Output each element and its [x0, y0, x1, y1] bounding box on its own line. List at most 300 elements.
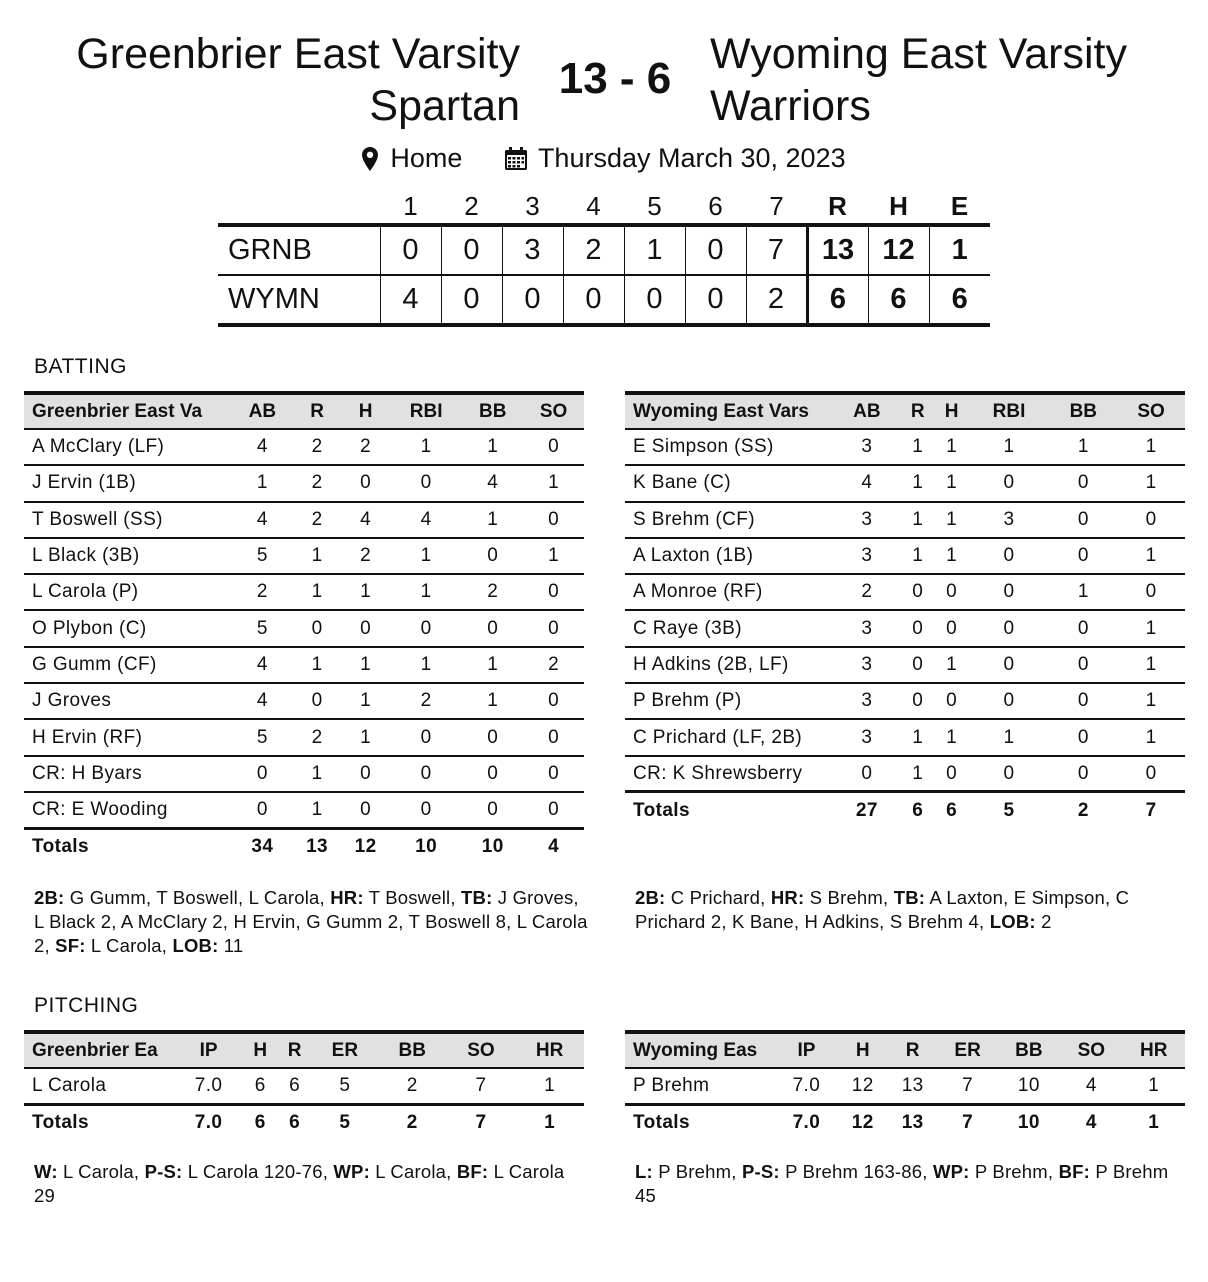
- stat-cell: 6: [243, 1068, 277, 1104]
- stat-cell: 1: [293, 756, 342, 792]
- totals-cell: 7.0: [194, 1112, 223, 1134]
- inning-score: 0: [380, 225, 441, 275]
- stat-cell: 1: [1117, 719, 1185, 755]
- stat-cell: 0: [523, 756, 584, 792]
- player-name: CR: H Byars: [24, 756, 232, 792]
- stat-column-header: BB: [378, 1032, 447, 1068]
- line-score-table: [218, 190, 990, 327]
- note-label: P-S:: [144, 1161, 183, 1182]
- stat-column-header: AB: [833, 393, 901, 429]
- calendar-icon: [504, 147, 528, 171]
- player-row: [24, 502, 584, 538]
- away-pitching-notes: [635, 1160, 1190, 1208]
- stat-cell: 0: [1049, 719, 1117, 755]
- player-name: G Gumm (CF): [24, 647, 232, 683]
- note-text: P Brehm 163-86,: [779, 1161, 933, 1182]
- stat-cell: 0: [462, 756, 523, 792]
- stat-cell: 0: [935, 610, 969, 646]
- note-text: L Carola,: [369, 1161, 457, 1182]
- stat-cell: 1: [1117, 429, 1185, 465]
- team-column-header: Greenbrier Ea: [24, 1032, 174, 1068]
- stat-cell: 0: [523, 719, 584, 755]
- stat-cell: 1: [1117, 683, 1185, 719]
- stat-cell: 1: [515, 1068, 584, 1104]
- final-score: 13 - 6: [558, 54, 672, 103]
- inning-score: 2: [746, 275, 807, 325]
- stat-cell: 0: [232, 756, 293, 792]
- inning-score: 0: [441, 225, 502, 275]
- stat-cell: 0: [293, 610, 342, 646]
- stat-cell: 2: [378, 1068, 447, 1104]
- stat-cell: 1: [462, 429, 523, 465]
- stat-cell: 1: [1049, 429, 1117, 465]
- stat-cell: 0: [969, 756, 1050, 792]
- player-row: [625, 610, 1185, 646]
- note-label: W:: [34, 1161, 58, 1182]
- line-score-row: [218, 275, 990, 325]
- stat-cell: 3: [833, 719, 901, 755]
- stat-column-header: H: [341, 393, 390, 429]
- note-label: TB:: [893, 887, 926, 908]
- stat-cell: 1: [1049, 574, 1117, 610]
- stat-cell: 2: [293, 502, 342, 538]
- player-name: A Laxton (1B): [625, 538, 833, 574]
- stat-cell: 3: [833, 538, 901, 574]
- stat-cell: 1: [1117, 465, 1185, 501]
- stat-cell: 1: [293, 792, 342, 828]
- stat-cell: 5: [232, 719, 293, 755]
- team-column-header: Greenbrier East Va: [24, 393, 232, 429]
- totals-row: [625, 792, 1185, 828]
- stat-cell: 0: [523, 610, 584, 646]
- note-label: HR:: [330, 887, 364, 908]
- player-row: [625, 574, 1185, 610]
- player-row: [24, 465, 584, 501]
- stat-column-header: AB: [232, 393, 293, 429]
- stat-cell: 1: [390, 647, 462, 683]
- note-label: 2B:: [34, 887, 65, 908]
- stat-cell: 4: [232, 647, 293, 683]
- stat-cell: 0: [969, 574, 1050, 610]
- stat-cell: 0: [462, 719, 523, 755]
- stat-cell: 0: [390, 756, 462, 792]
- hits-total: 6: [868, 275, 929, 325]
- stat-cell: 0: [341, 756, 390, 792]
- stat-column-header: HR: [515, 1032, 584, 1068]
- pitching-section-title: PITCHING: [34, 994, 139, 1017]
- player-row: [625, 719, 1185, 755]
- home-team-name: Greenbrier East Varsity Spartan: [76, 30, 520, 130]
- stat-cell: 1: [969, 429, 1050, 465]
- stat-cell: 1: [1123, 1068, 1185, 1104]
- stat-cell: 3: [833, 683, 901, 719]
- totals-cell: 27: [855, 799, 878, 821]
- line-score-header-cell: 1: [380, 190, 441, 225]
- stat-cell: 0: [341, 792, 390, 828]
- totals-cell: 1: [1148, 1112, 1160, 1134]
- team-column-header: Wyoming East Vars: [625, 393, 833, 429]
- player-row: [625, 756, 1185, 792]
- stat-cell: 1: [462, 647, 523, 683]
- player-name: CR: K Shrewsberry: [625, 756, 833, 792]
- stat-cell: 1: [935, 647, 969, 683]
- stat-cell: 0: [390, 719, 462, 755]
- note-label: LOB:: [989, 911, 1036, 932]
- location: [362, 143, 462, 174]
- stat-cell: 4: [232, 502, 293, 538]
- stat-cell: 12: [838, 1068, 888, 1104]
- location-label: Home: [390, 143, 463, 174]
- player-row: [24, 647, 584, 683]
- note-label: BF:: [456, 1161, 489, 1182]
- totals-cell: 7: [475, 1112, 487, 1134]
- date: [470, 143, 846, 174]
- totals-cell: 13: [901, 1112, 924, 1134]
- note-text: L Carola 29: [34, 1161, 565, 1206]
- stat-cell: 1: [390, 538, 462, 574]
- stat-cell: 1: [935, 719, 969, 755]
- player-row: [24, 610, 584, 646]
- note-text: 2: [1035, 911, 1052, 932]
- note-label: LOB:: [172, 935, 219, 956]
- line-score-header-cell: E: [929, 190, 990, 225]
- player-row: [625, 538, 1185, 574]
- totals-cell: 6: [946, 799, 958, 821]
- pitching-header-row: [625, 1032, 1185, 1068]
- stat-cell: 1: [901, 502, 935, 538]
- player-name: T Boswell (SS): [24, 502, 232, 538]
- stat-cell: 2: [390, 683, 462, 719]
- line-score-row: [218, 225, 990, 275]
- stat-cell: 0: [462, 792, 523, 828]
- stat-cell: 7.0: [174, 1068, 243, 1104]
- player-row: [24, 538, 584, 574]
- note-text: L Carola,: [57, 1161, 145, 1182]
- note-text: J Groves, L Black 2, A McClary 2, H Ervin, G Gumm 2, T Boswell 8, L Carola 2,: [34, 887, 588, 956]
- line-score-header-cell: 5: [624, 190, 685, 225]
- player-row: [24, 1068, 584, 1104]
- line-score-team: GRNB: [218, 225, 380, 275]
- stat-cell: 1: [901, 465, 935, 501]
- stat-cell: 1: [462, 683, 523, 719]
- stat-column-header: R: [293, 393, 342, 429]
- note-label: WP:: [932, 1161, 970, 1182]
- inning-score: 4: [380, 275, 441, 325]
- totals-cell: 7.0: [792, 1112, 821, 1134]
- player-name: C Raye (3B): [625, 610, 833, 646]
- line-score-header-cell: 6: [685, 190, 746, 225]
- stat-cell: 1: [232, 465, 293, 501]
- stat-cell: 1: [1117, 610, 1185, 646]
- stat-cell: 1: [901, 756, 935, 792]
- stat-cell: 1: [293, 574, 342, 610]
- stat-cell: 0: [523, 502, 584, 538]
- stat-cell: 3: [833, 647, 901, 683]
- line-score-header-cell: R: [807, 190, 868, 225]
- totals-cell: 5: [339, 1112, 351, 1134]
- stat-cell: 1: [901, 429, 935, 465]
- line-score-header-cell: 2: [441, 190, 502, 225]
- stat-cell: 0: [935, 756, 969, 792]
- stat-column-header: ER: [312, 1032, 378, 1068]
- inning-score: 1: [624, 225, 685, 275]
- stat-column-header: IP: [775, 1032, 838, 1068]
- home-batting-notes: [34, 886, 589, 958]
- game-header: [0, 28, 1208, 138]
- stat-cell: 1: [1117, 647, 1185, 683]
- stat-cell: 2: [341, 538, 390, 574]
- player-name: C Prichard (LF, 2B): [625, 719, 833, 755]
- inning-score: 3: [502, 225, 563, 275]
- runs-total: 13: [807, 225, 868, 275]
- player-row: [24, 719, 584, 755]
- player-row: [625, 429, 1185, 465]
- player-row: [24, 429, 584, 465]
- stat-column-header: IP: [174, 1032, 243, 1068]
- pitching-header-row: [24, 1032, 584, 1068]
- player-name: CR: E Wooding: [24, 792, 232, 828]
- totals-cell: 34: [251, 836, 274, 858]
- stat-cell: 0: [969, 465, 1050, 501]
- game-meta: [0, 142, 1208, 174]
- stat-cell: 1: [969, 719, 1050, 755]
- stat-column-header: RBI: [390, 393, 462, 429]
- home-pitching-table: [24, 1030, 584, 1141]
- note-label: HR:: [770, 887, 805, 908]
- date-label: Thursday March 30, 2023: [537, 143, 846, 174]
- stat-cell: 2: [833, 574, 901, 610]
- stat-cell: 1: [341, 683, 390, 719]
- away-pitching-table: [625, 1030, 1185, 1141]
- stat-cell: 6: [277, 1068, 311, 1104]
- totals-label: Totals: [633, 1112, 690, 1134]
- note-label: L:: [635, 1161, 653, 1182]
- totals-cell: 13: [306, 836, 329, 858]
- stat-cell: 1: [935, 502, 969, 538]
- stat-cell: 0: [293, 683, 342, 719]
- stat-cell: 0: [1049, 647, 1117, 683]
- totals-cell: 4: [1085, 1112, 1097, 1134]
- stat-cell: 0: [969, 610, 1050, 646]
- stat-column-header: H: [838, 1032, 888, 1068]
- note-text: P Brehm,: [652, 1161, 742, 1182]
- player-name: P Brehm: [625, 1068, 775, 1104]
- stat-cell: 1: [341, 719, 390, 755]
- player-row: [24, 683, 584, 719]
- stat-cell: 1: [462, 502, 523, 538]
- stat-cell: 0: [462, 538, 523, 574]
- totals-row: [625, 1104, 1185, 1140]
- stat-cell: 1: [1117, 538, 1185, 574]
- stat-column-header: SO: [523, 393, 584, 429]
- stat-cell: 4: [341, 502, 390, 538]
- stat-cell: 0: [901, 647, 935, 683]
- runs-total: 6: [807, 275, 868, 325]
- stat-cell: 1: [341, 574, 390, 610]
- stat-cell: 0: [341, 610, 390, 646]
- line-score-header-cell: [218, 190, 380, 225]
- stat-column-header: SO: [1060, 1032, 1122, 1068]
- stat-column-header: ER: [938, 1032, 998, 1068]
- stat-cell: 1: [390, 574, 462, 610]
- stat-cell: 2: [523, 647, 584, 683]
- totals-cell: 12: [354, 836, 377, 858]
- totals-cell: 12: [851, 1112, 874, 1134]
- totals-row: [24, 1104, 584, 1140]
- player-row: [625, 647, 1185, 683]
- stat-cell: 0: [833, 756, 901, 792]
- totals-cell: 10: [1017, 1112, 1040, 1134]
- stat-cell: 0: [390, 792, 462, 828]
- stat-cell: 1: [523, 465, 584, 501]
- totals-row: [24, 828, 584, 864]
- player-name: O Plybon (C): [24, 610, 232, 646]
- inning-score: 0: [563, 275, 624, 325]
- stat-cell: 2: [462, 574, 523, 610]
- stat-cell: 2: [341, 429, 390, 465]
- player-name: L Carola: [24, 1068, 174, 1104]
- player-name: J Groves: [24, 683, 232, 719]
- inning-score: 0: [502, 275, 563, 325]
- note-text: C Prichard,: [665, 887, 771, 908]
- note-label: 2B:: [635, 887, 666, 908]
- stat-cell: 7: [447, 1068, 516, 1104]
- stat-cell: 0: [1117, 574, 1185, 610]
- stat-cell: 0: [523, 574, 584, 610]
- player-row: [625, 502, 1185, 538]
- line-score-team: WYMN: [218, 275, 380, 325]
- stat-cell: 5: [232, 538, 293, 574]
- player-name: A McClary (LF): [24, 429, 232, 465]
- map-pin-icon: [362, 147, 378, 171]
- player-row: [625, 683, 1185, 719]
- totals-cell: 6: [289, 1112, 301, 1134]
- stat-cell: 0: [232, 792, 293, 828]
- totals-cell: 2: [1077, 799, 1089, 821]
- stat-column-header: H: [243, 1032, 277, 1068]
- stat-cell: 3: [833, 429, 901, 465]
- batting-header-row: [625, 393, 1185, 429]
- player-row: [24, 756, 584, 792]
- totals-cell: 1: [544, 1112, 556, 1134]
- stat-cell: 0: [901, 574, 935, 610]
- totals-cell: 7: [1145, 799, 1157, 821]
- stat-cell: 1: [341, 647, 390, 683]
- player-name: L Black (3B): [24, 538, 232, 574]
- away-batting-notes: [635, 886, 1190, 934]
- stat-cell: 0: [1049, 610, 1117, 646]
- stat-cell: 3: [833, 610, 901, 646]
- stat-cell: 10: [998, 1068, 1060, 1104]
- errors-total: 6: [929, 275, 990, 325]
- stat-cell: 2: [293, 429, 342, 465]
- stat-cell: 0: [969, 538, 1050, 574]
- totals-label: Totals: [32, 1112, 89, 1134]
- stat-cell: 0: [935, 683, 969, 719]
- note-text: S Brehm,: [804, 887, 894, 908]
- note-text: L Carola,: [85, 935, 173, 956]
- note-text: P Brehm,: [969, 1161, 1059, 1182]
- note-label: WP:: [333, 1161, 370, 1182]
- stat-cell: 4: [232, 683, 293, 719]
- stat-cell: 0: [462, 610, 523, 646]
- stat-cell: 1: [935, 538, 969, 574]
- stat-column-header: R: [901, 393, 935, 429]
- stat-cell: 0: [1049, 465, 1117, 501]
- stat-cell: 1: [523, 538, 584, 574]
- stat-cell: 4: [833, 465, 901, 501]
- line-score-header-cell: H: [868, 190, 929, 225]
- team-column-header: Wyoming Eas: [625, 1032, 775, 1068]
- stat-cell: 1: [935, 465, 969, 501]
- player-name: S Brehm (CF): [625, 502, 833, 538]
- player-name: H Adkins (2B, LF): [625, 647, 833, 683]
- stat-cell: 0: [1049, 683, 1117, 719]
- totals-cell: 5: [1003, 799, 1015, 821]
- totals-cell: 10: [415, 836, 438, 858]
- stat-cell: 0: [969, 683, 1050, 719]
- hits-total: 12: [868, 225, 929, 275]
- stat-cell: 0: [935, 574, 969, 610]
- away-batting-table: [625, 391, 1185, 828]
- line-score-header-cell: 7: [746, 190, 807, 225]
- stat-cell: 1: [901, 538, 935, 574]
- stat-cell: 4: [390, 502, 462, 538]
- stat-cell: 3: [833, 502, 901, 538]
- batting-section-title: BATTING: [34, 355, 127, 378]
- stat-cell: 1: [293, 647, 342, 683]
- stat-column-header: H: [935, 393, 969, 429]
- totals-cell: 6: [254, 1112, 266, 1134]
- player-name: A Monroe (RF): [625, 574, 833, 610]
- note-text: A Laxton, E Simpson, C Prichard 2, K Bane, H Adkins, S Brehm 4,: [635, 887, 1130, 932]
- totals-cell: 2: [406, 1112, 418, 1134]
- note-text: G Gumm, T Boswell, L Carola,: [64, 887, 331, 908]
- stat-column-header: BB: [462, 393, 523, 429]
- player-name: J Ervin (1B): [24, 465, 232, 501]
- stat-cell: 4: [1060, 1068, 1122, 1104]
- note-label: SF:: [55, 935, 86, 956]
- inning-score: 0: [685, 275, 746, 325]
- note-text: L Carola 120-76,: [182, 1161, 334, 1182]
- totals-label: Totals: [633, 799, 690, 821]
- note-label: TB:: [461, 887, 493, 908]
- home-batting-table: [24, 391, 584, 865]
- stat-cell: 1: [935, 429, 969, 465]
- stat-column-header: HR: [1123, 1032, 1185, 1068]
- stat-cell: 13: [888, 1068, 938, 1104]
- stat-cell: 0: [901, 683, 935, 719]
- inning-score: 2: [563, 225, 624, 275]
- stat-cell: 0: [1117, 756, 1185, 792]
- stat-column-header: BB: [1049, 393, 1117, 429]
- stat-column-header: SO: [1117, 393, 1185, 429]
- player-row: [625, 465, 1185, 501]
- player-name: L Carola (P): [24, 574, 232, 610]
- stat-cell: 4: [232, 429, 293, 465]
- totals-cell: 10: [481, 836, 504, 858]
- away-team-name: Wyoming East Varsity Warriors: [710, 30, 1127, 130]
- note-label: BF:: [1058, 1161, 1090, 1182]
- player-row: [24, 574, 584, 610]
- note-text: P Brehm 45: [635, 1161, 1169, 1206]
- note-label: P-S:: [741, 1161, 780, 1182]
- stat-cell: 0: [341, 465, 390, 501]
- stat-cell: 0: [901, 610, 935, 646]
- stat-cell: 2: [232, 574, 293, 610]
- stat-cell: 0: [969, 647, 1050, 683]
- inning-score: 0: [685, 225, 746, 275]
